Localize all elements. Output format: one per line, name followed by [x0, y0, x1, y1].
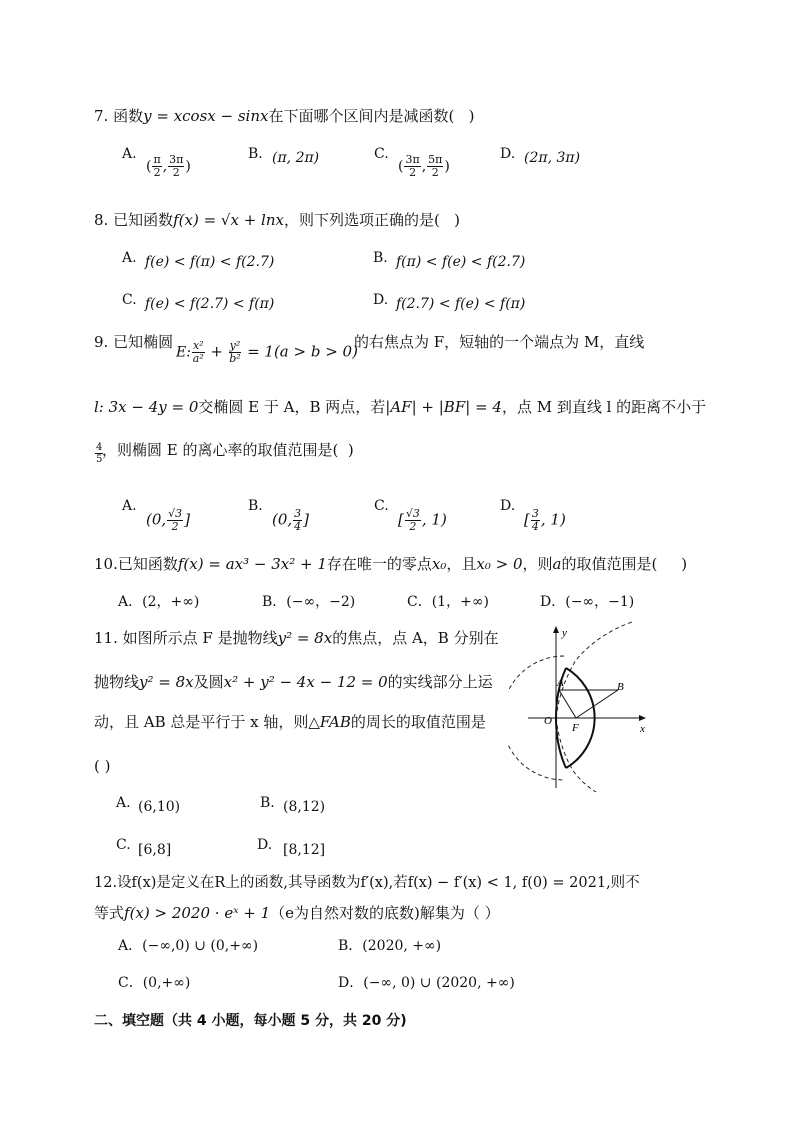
q9-ellipse-eq: E: $\frac{\text{x²}}{\text{a²}}$ + $\frac{\text{y²}}{\text{b²}}$ = 1(a > b > 0) — [176, 339, 358, 365]
q8-option-b-value: f(π) < f(e) < f(2.7) — [396, 254, 526, 270]
q8-stem: 8. 已知函数f(x) = √x + lnx，则下列选项正确的是( ) — [94, 211, 460, 229]
question-number: 11. — [94, 629, 118, 647]
segment-bf — [576, 690, 618, 718]
q7-option-a-value: ( $\frac{\pi}{2}$ , $\frac{3\pi}{2}$ ) — [146, 153, 191, 179]
q11-line1: 11. 如图所示点 F 是抛物线y² = 8x的焦点，点 A，B 分别在 — [94, 629, 499, 647]
y-axis-arrow — [553, 626, 559, 633]
question-number: 9. — [94, 333, 109, 351]
q9-option-a: A. — [122, 498, 137, 514]
segment-af — [559, 690, 576, 718]
q11-option-a: A. — [116, 795, 131, 811]
label-f: F — [572, 722, 579, 734]
q11-line3: 动，且 AB 总是平行于 x 轴，则△FAB的周长的取值范围是 — [94, 713, 486, 731]
q7-option-a: A. — [122, 146, 137, 162]
q11-option-b: B. — [260, 795, 275, 811]
q8-option-d-value: f(2.7) < f(e) < f(π) — [396, 296, 526, 312]
question-number: 7. — [94, 107, 109, 125]
q9-option-d-value: [ $\frac{3}{4}$ , 1) — [524, 507, 566, 533]
q10-option-d: D．(−∞，−1) — [540, 594, 635, 610]
q8-option-a-value: f(e) < f(π) < f(2.7) — [145, 254, 275, 270]
q10-option-b: B．(−∞，−2) — [262, 594, 356, 610]
q12-option-a: A．(−∞,0) ∪ (0,+∞) — [118, 938, 259, 954]
q9-stem-e: ，则椭圆 E 的离心率的取值范围是( ) — [102, 441, 354, 459]
question-number: 12. — [94, 875, 118, 891]
q10-option-c: C．(1，+∞) — [407, 594, 489, 610]
q11-option-d: D. — [257, 837, 273, 853]
math-expr: f(x) = √x + lnx — [173, 211, 284, 229]
q8-option-a: A. — [122, 250, 137, 266]
q11-paren: ( ) — [94, 757, 111, 775]
q8-option-b: B. — [373, 250, 388, 266]
section-title: 二、填空题（共 4 小题，每小题 5 分，共 20 分) — [94, 1013, 407, 1029]
q10-stem: 10.已知函数f(x) = ax³ − 3x² + 1存在唯一的零点x₀，且x₀ > 0，则a的取值范围是( ) — [94, 555, 688, 573]
q9-option-d: D. — [500, 498, 516, 514]
q12-line1: 12.设f(x)是定义在R上的函数,其导函数为f′(x),若f(x) − f′(x) < 1, f(0) = 2021,则不 — [94, 875, 640, 891]
q11-option-a-value: (6,10) — [138, 799, 181, 815]
q9-stem-line1: 9. 已知椭圆 — [94, 333, 174, 351]
label-b: B — [617, 681, 624, 693]
math-expr: y = xcosx − sinx — [143, 107, 269, 125]
q7-option-d: D. — [500, 146, 516, 162]
q11-figure — [508, 620, 668, 792]
q11-option-b-value: (8,12) — [283, 799, 326, 815]
q7-option-b: B. — [248, 146, 263, 162]
q12-option-b: B．(2020, +∞) — [338, 938, 442, 954]
q10-option-a: A．(2，+∞) — [118, 594, 200, 610]
label-o: O — [544, 715, 552, 727]
q8-option-d: D. — [373, 292, 389, 308]
label-x: x — [640, 723, 645, 735]
q8-option-c: C. — [122, 292, 137, 308]
q12-option-c: C．(0,+∞) — [118, 975, 191, 991]
q7-option-c-value: ( $\frac{3\pi}{2}$ , $\frac{5\pi}{2}$ ) — [398, 153, 450, 179]
q8-option-c-value: f(e) < f(2.7) < f(π) — [145, 296, 275, 312]
q12-option-d: D．(−∞, 0) ∪ (2020, +∞) — [338, 975, 515, 991]
q9-option-b: B. — [248, 498, 263, 514]
q11-option-d-value: [8,12] — [283, 842, 326, 858]
q11-option-c-value: [6,8] — [138, 842, 172, 858]
label-y: y — [562, 627, 567, 639]
q7-option-d-value: (2π, 3π) — [524, 150, 581, 166]
q9-option-a-value: (0, $\frac{√3}{2}$ ] — [146, 507, 191, 533]
label-a: A — [557, 677, 564, 689]
q12-line2: 等式f(x) > 2020 · eˣ + 1（e为自然对数的底数)解集为（ ） — [94, 904, 500, 922]
q7-option-b-value: (π, 2π) — [272, 150, 320, 166]
q11-line2: 抛物线y² = 8x及圆x² + y² − 4x − 12 = 0的实线部分上运 — [94, 673, 493, 691]
q11-option-c: C. — [116, 837, 131, 853]
q9-stem-line3: $\frac{4}{5}$ — [96, 442, 103, 465]
q7-stem: 7. 函数y = xcosx − sinx在下面哪个区间内是减函数( ) — [94, 107, 475, 125]
q9-stem-line2: l: 3x − 4y = 0交椭圆 E 于 A，B 两点，若|AF| + |BF| = 4，点 M 到直线 l 的距离不小于 — [94, 398, 707, 416]
question-number: 8. — [94, 211, 109, 229]
q9-option-c: C. — [374, 498, 389, 514]
question-number: 10. — [94, 555, 118, 573]
x-axis-arrow — [639, 715, 646, 721]
q9-option-b-value: (0, $\frac{3}{4}$ ] — [272, 507, 310, 533]
q7-option-c: C. — [374, 146, 389, 162]
q9-option-c-value: [ $\frac{√3}{2}$ , 1) — [398, 507, 447, 533]
q9-stem-b: 的右焦点为 F，短轴的一个端点为 M，直线 — [354, 333, 645, 351]
